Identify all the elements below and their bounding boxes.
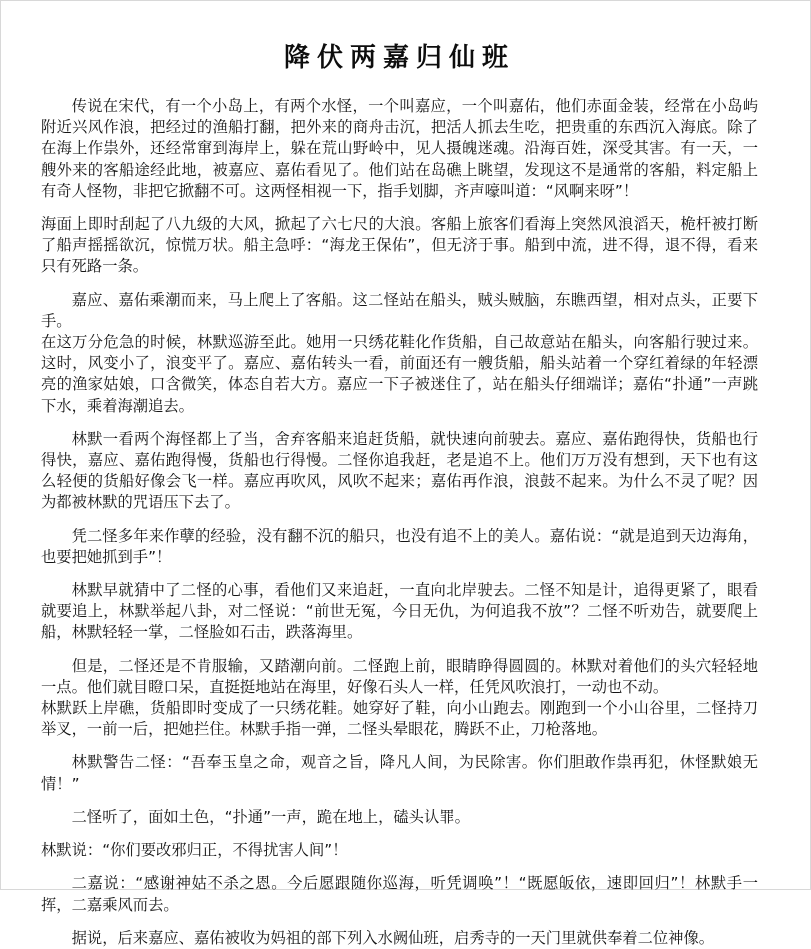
paragraph: 但是，二怪还是不肯服输，又踏潮向前。二怪跑上前，眼睛睁得圆圆的。林默对着他们的头穴轻轻地一点。他们就目瞪口呆，直挺挺地站在海里，好像石头人一样，任凭风吹浪打，一动也不动。 <box>41 656 758 696</box>
paragraph: 林默警告二怪：“吾奉玉皇之命，观音之旨，降凡人间，为民除害。你们胆敢作祟再犯，休怪默娘无情！” <box>41 753 758 793</box>
paragraph: 据说，后来嘉应、嘉佑被收为妈祖的部下列入水阙仙班，启秀寺的一天门里就供奉着二位神像。 <box>71 928 715 947</box>
paragraph: 嘉应、嘉佑乘潮而来，马上爬上了客船。这二怪站在船头，贼头贼脑，东瞧西望，相对点头，正要下手。 <box>41 290 758 330</box>
paragraph: 在这万分危急的时候，林默巡游至此。她用一只绣花鞋化作货船，自己故意站在船头，向客船行驶过来。这时，风变小了，浪变平了。嘉应、嘉佑转头一看，前面还有一艘货船，船头站着一个穿红着绿的年轻漂亮的渔家姑娘，口含微笑，体态自若大方。嘉应一下子被迷住了，站在船头仔细端详；嘉佑“扑通”一声跳下水，乘着海潮追去。 <box>41 333 758 415</box>
paragraph: 海面上即时刮起了八九级的大风，掀起了六七尺的大浪。客船上旅客们看海上突然风浪滔天，桅杆被打断了船声摇摇欲沉，惊慌万状。船主急呼：“海龙王保佑”，但无济于事。船到中流，进不得，退不得，看来只有死路一条。 <box>41 215 758 276</box>
paragraph: 林默跃上岸礁，货船即时变成了一只绣花鞋。她穿好了鞋，向小山跑去。刚跑到一个小山谷里，二怪持刀举叉，一前一后，把她拦住。林默手指一弹，二怪头晕眼花，腾跃不止，刀枪落地。 <box>41 699 758 739</box>
paragraph: 凭二怪多年来作孽的经验，没有翻不沉的船只，也没有追不上的美人。嘉佑说：“就是追到天边海角，也要把她抓到手”！ <box>41 526 758 566</box>
paragraph: 二嘉说：“感谢神姑不杀之恩。今后愿跟随你巡海，听凭调唤”！“既愿皈依，速即回归”！林默手一挥，二嘉乘风而去。 <box>41 874 758 914</box>
paragraph: 二怪听了，面如土色，“扑通”一声，跪在地上，磕头认罪。 <box>71 807 470 826</box>
paragraph: 林默一看两个海怪都上了当，舍弃客船来追赶货船，就快速向前驶去。嘉应、嘉佑跑得快，货船也行得快，嘉应、嘉佑跑得慢，货船也行得慢。二怪你追我赶，老是追不上。他们万万没有想到，天下也有这么轻便的货船好像会飞一样。嘉应再吹风，风吹不起来；嘉佑再作浪，浪鼓不起来。为什么不灵了呢？因为都被林默的咒语压下去了。 <box>41 429 758 512</box>
paragraph: 传说在宋代，有一个小岛上，有两个水怪，一个叫嘉应，一个叫嘉佑，他们赤面金装，经常在小岛屿附近兴风作浪，把经过的渔船打翻，把外来的商舟击沉，把活人抓去生吃，把贵重的东西沉入海底。除了在海上作祟外，还经常窜到海岸上，躲在荒山野岭中，见人摄魄迷魂。沿海百姓，深受其害。有一天，一艘外来的客船途经此地，被嘉应、嘉佑看见了。他们站在岛礁上眺望，发现这不是通常的客船，料定船上有奇人怪物，非把它掀翻不可。这两怪相视一下，指手划脚，齐声嚎叫道：“风啊来呀”！ <box>41 97 758 200</box>
paragraph: 林默说：“你们要改邪归正，不得扰害人间”！ <box>41 841 348 860</box>
document-title: 降伏两嘉归仙班 <box>283 43 515 73</box>
paragraph: 林默早就猜中了二怪的心事，看他们又来追赶，一直向北岸驶去。二怪不知是计，追得更紧了，眼看就要追上，林默举起八卦，对二怪说：“前世无冤，今日无仇，为何追我不放”？二怪不听劝告，就要爬上船，林默轻轻一掌，二怪脸如石击，跌落海里。 <box>41 581 758 642</box>
